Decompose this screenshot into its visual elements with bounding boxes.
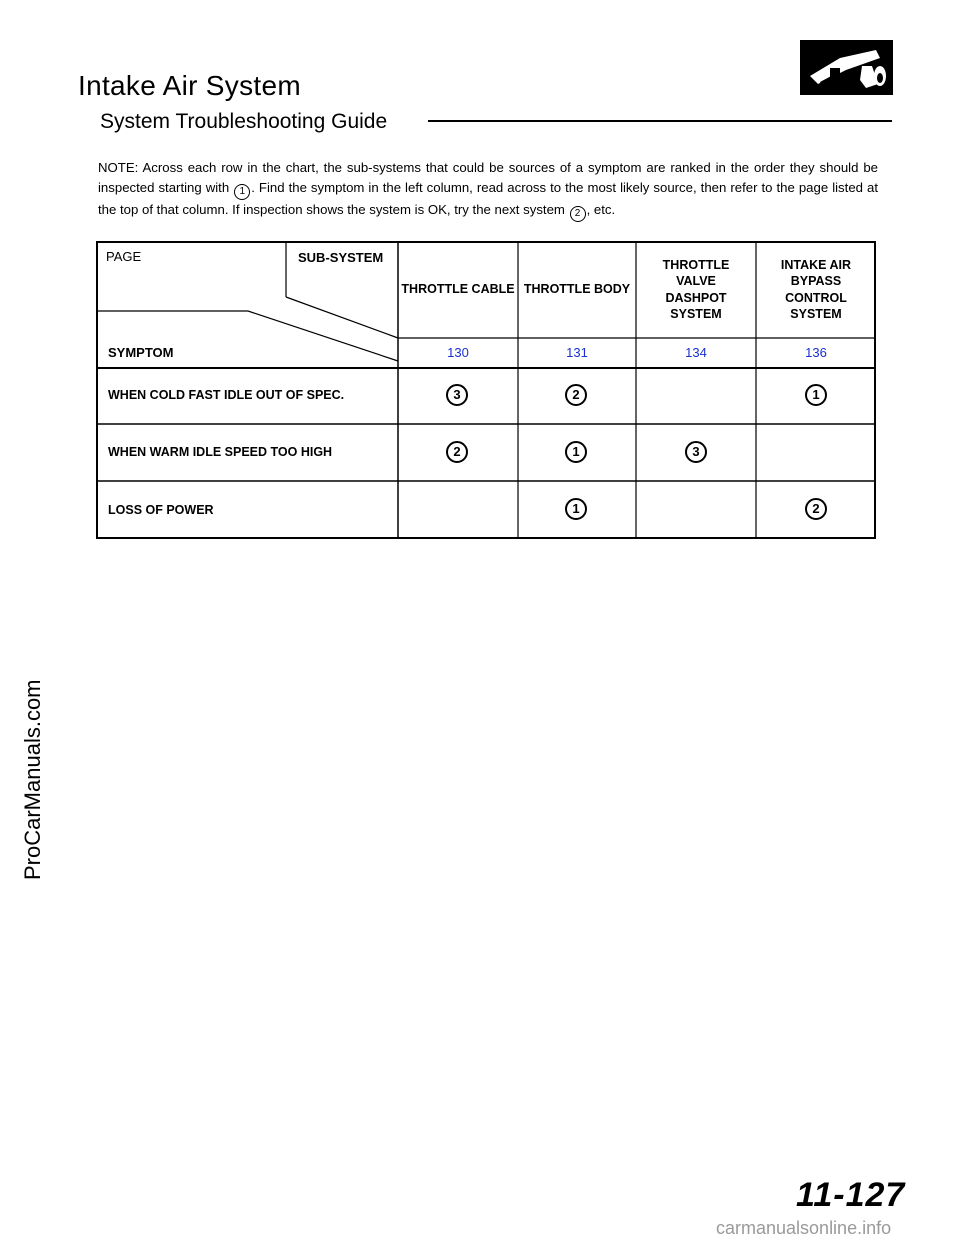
page-ref-throttle-body: 131: [566, 345, 588, 360]
note-text-1: NOTE: Across each row in the chart, the sub-systems that could be sources of a symptom are ranked in the order they should be inspected starting with: [98, 160, 878, 195]
page-subtitle: System Troubleshooting Guide: [100, 110, 388, 133]
rank-symbol: 2: [446, 441, 468, 463]
column-header-intake-air-bypass: INTAKE AIR BYPASS CONTROL SYSTEM: [780, 257, 852, 321]
footer-watermark: carmanualsonline.info: [716, 1218, 892, 1238]
page-ref-throttle-cable: 130: [447, 345, 469, 360]
page-title: Intake Air System: [78, 70, 301, 101]
rank-symbol: 1: [805, 384, 827, 406]
note-text-3: , etc.: [586, 202, 616, 217]
rank-1-symbol: 1: [234, 184, 250, 200]
page-header-label: PAGE: [106, 249, 142, 264]
fuel-nozzle-icon: [800, 40, 893, 95]
rank-symbol: 1: [565, 498, 587, 520]
side-watermark: ProCarManuals.com: [20, 679, 45, 880]
page-number: 11-127: [796, 1176, 906, 1214]
column-header-throttle-body: THROTTLE BODY: [523, 282, 631, 297]
note-text-2: . Find the symptom in the left column, read across to the most likely source, then refer to the page listed at the top of that column. If inspection shows the system is OK, try the next system: [98, 180, 878, 217]
note-paragraph: [98, 158, 878, 222]
rank-symbol: 1: [565, 441, 587, 463]
symptom-row-label: WHEN COLD FAST IDLE OUT OF SPEC.: [108, 388, 345, 402]
symptom-row-label: WHEN WARM IDLE SPEED TOO HIGH: [108, 445, 333, 459]
page-ref-intake-air-bypass: 136: [805, 345, 827, 360]
subsystem-header-label: SUB-SYSTEM: [298, 250, 384, 265]
symptom-row-label: LOSS OF POWER: [108, 503, 214, 517]
rank-symbol: 3: [446, 384, 468, 406]
rank-symbol: 2: [565, 384, 587, 406]
rank-symbol: 2: [805, 498, 827, 520]
rank-2-symbol: 2: [570, 206, 586, 222]
column-header-throttle-valve-dashpot: THROTTLE VALVE DASHPOT SYSTEM: [662, 257, 730, 321]
troubleshooting-table: [96, 241, 876, 539]
rank-symbol: 3: [685, 441, 707, 463]
symptom-header-label: SYMPTOM: [108, 345, 174, 360]
page-ref-throttle-valve-dashpot: 134: [685, 345, 707, 360]
column-header-throttle-cable: THROTTLE CABLE: [401, 282, 515, 297]
subtitle-rule: [428, 120, 892, 122]
